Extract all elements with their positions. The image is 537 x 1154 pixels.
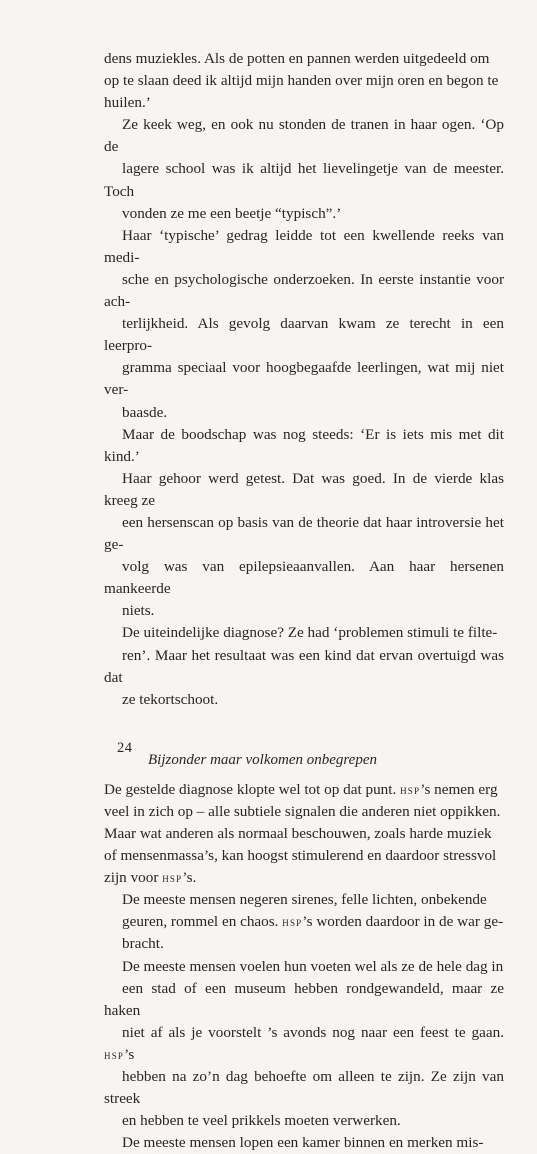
paragraph: [104, 225, 504, 424]
text-line: volg was van epilepsieaanvallen. Aan haar hersenen mankeerde: [104, 558, 504, 598]
paragraph: [104, 114, 504, 224]
text-line: lagere school was ik altijd het lievelingetje van de meester. Toch: [104, 160, 504, 200]
text-line: De uiteindelijke diagnose? Ze had ‘problemen stimuli te filte-: [122, 624, 498, 642]
text-run: zijn voor: [104, 869, 163, 887]
text-line: terlijkheid. Als gevolg daarvan kwam ze terecht in een leerpro-: [104, 315, 504, 355]
paragraph: [104, 779, 504, 889]
page-number: 24: [117, 740, 133, 756]
text-line: [104, 911, 504, 933]
text-line: Haar gehoor werd getest. Dat was goed. In de vierde klas kreeg ze: [104, 469, 504, 509]
text-run: geuren, rommel en chaos.: [122, 913, 283, 931]
section-before-heading: [104, 48, 504, 711]
text-run: De meeste mensen voelen hun voeten wel als ze de hele dag in: [122, 957, 504, 975]
text-line: [104, 779, 504, 801]
text-line: [104, 801, 504, 823]
text-line: [104, 978, 504, 1022]
text-run: ’s nemen erg: [420, 780, 498, 798]
text-line: niets.: [122, 602, 155, 620]
text-run: bracht.: [122, 935, 164, 953]
text-line: [104, 823, 504, 845]
abbreviation-hsp: hsp: [162, 871, 183, 886]
text-line: ze tekortschoot.: [122, 690, 219, 708]
text-run: een stad of een museum hebben rondgewandeld, maar ze haken: [104, 979, 504, 1019]
text-line: vonden ze me een beetje “typisch”.’: [122, 204, 342, 222]
text-line: [104, 1022, 504, 1066]
paragraph: [104, 622, 504, 710]
text-line: [104, 1066, 504, 1110]
text-run: ’s.: [182, 869, 197, 887]
section-after-heading: [104, 779, 504, 1154]
section-heading: Bijzonder maar volkomen onbegrepen: [148, 751, 377, 768]
text-line: [104, 1132, 504, 1154]
text-line: Haar ‘typische’ gedrag leidde tot een kwellende reeks van medi-: [104, 226, 504, 266]
text-line: dens muziekles. Als de potten en pannen werden uitgedeeld om: [104, 50, 490, 67]
paragraph: [104, 48, 504, 114]
text-line: Ze keek weg, en ook nu stonden de tranen in haar ogen. ‘Op de: [104, 116, 504, 156]
text-run: en hebben te veel prikkels moeten verwerken.: [122, 1112, 401, 1130]
paragraph: [104, 1132, 504, 1154]
text-line: huilen.’: [104, 94, 151, 112]
text-line: gramma speciaal voor hoogbegaafde leerlingen, wat mij niet ver-: [104, 359, 504, 399]
text-run: veel in zich op – alle subtiele signalen die anderen niet oppikken.: [104, 802, 501, 820]
text-run: hebben na zo’n dag behoefte om alleen te zijn. Ze zijn van streek: [104, 1068, 504, 1108]
text-line: [104, 845, 504, 867]
text-line: een hersenscan op basis van de theorie dat haar introversie het ge-: [104, 513, 504, 554]
text-run: niet af als je voorstelt ’s avonds nog naar een feest te gaan.: [122, 1023, 504, 1041]
text-line: ren’. Maar het resultaat was een kind dat ervan overtuigd was dat: [104, 646, 504, 686]
text-line: [104, 889, 504, 911]
abbreviation-hsp: hsp: [400, 782, 421, 797]
text-line: [104, 933, 504, 955]
paragraph: [104, 889, 504, 955]
text-run: ’s worden daardoor in de war ge-: [302, 913, 504, 931]
text-run: ’s: [124, 1045, 135, 1063]
text-line: [104, 867, 504, 889]
paragraph: [104, 424, 504, 623]
text-run: De meeste mensen lopen een kamer binnen en merken mis-: [122, 1134, 484, 1152]
paragraph: [104, 956, 504, 1133]
text-line: baasde.: [122, 403, 168, 421]
text-line: [104, 956, 504, 978]
text-line: Maar de boodschap was nog steeds: ‘Er is iets mis met dit kind.’: [104, 425, 504, 465]
text-line: op te slaan deed ik altijd mijn handen over mijn oren en begon te: [104, 72, 499, 90]
text-run: De meeste mensen negeren sirenes, felle lichten, onbekende: [122, 891, 487, 909]
text-run: of mensenmassa’s, kan hoogst stimulerend en daardoor stressvol: [104, 847, 497, 865]
abbreviation-hsp: hsp: [104, 1047, 125, 1062]
text-line: [104, 1110, 504, 1132]
abbreviation-hsp: hsp: [282, 915, 303, 930]
text-run: De gestelde diagnose klopte wel tot op dat punt.: [104, 780, 401, 798]
text-run: Maar wat anderen als normaal beschouwen, zoals harde muziek: [104, 825, 492, 842]
text-line: sche en psychologische onderzoeken. In eerste instantie voor ach-: [104, 270, 504, 311]
body-text: [104, 48, 504, 1154]
